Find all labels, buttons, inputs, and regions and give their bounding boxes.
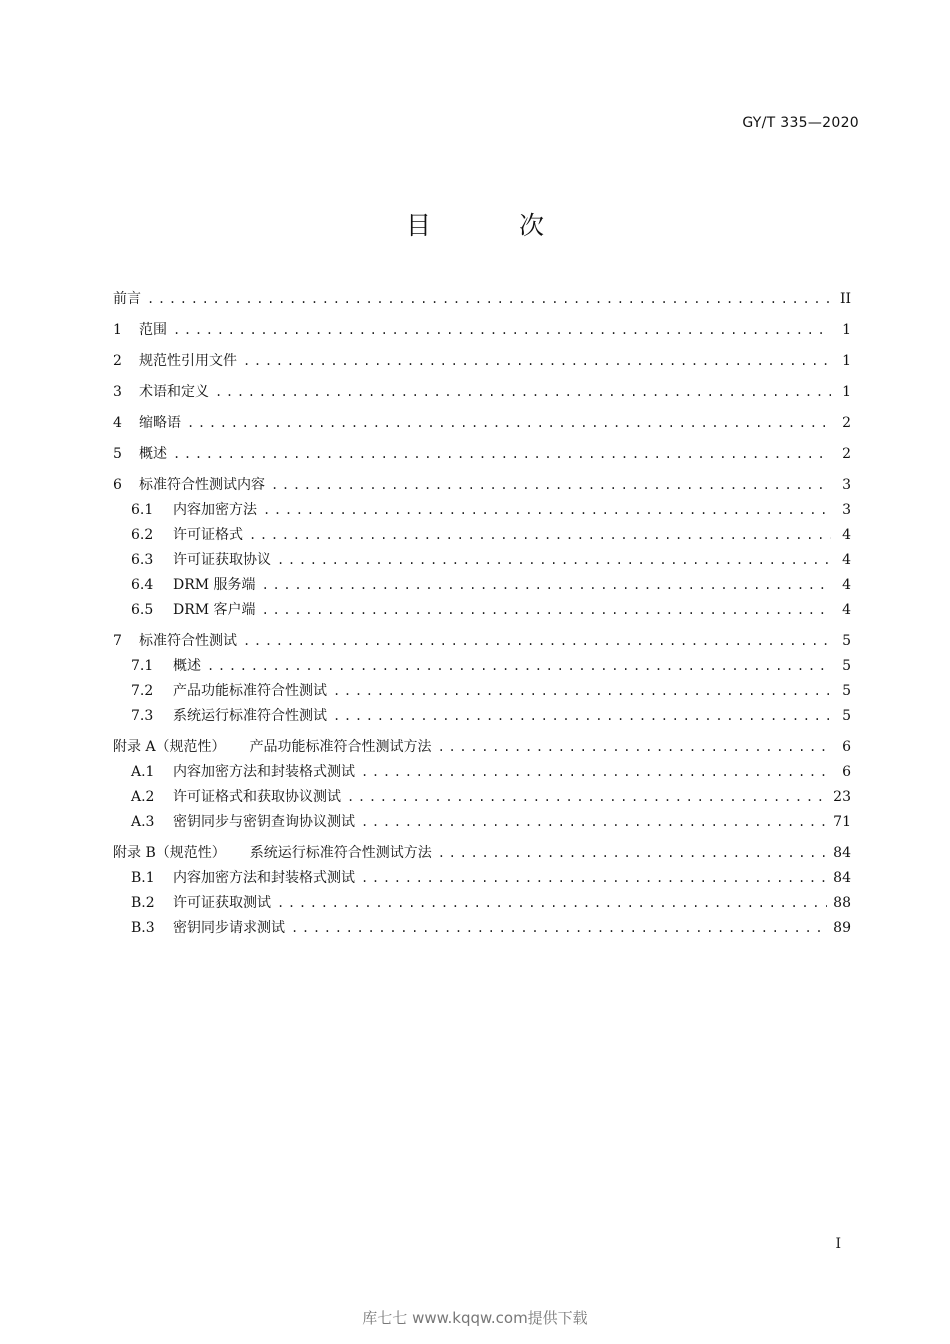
toc-leader-dots	[243, 349, 831, 374]
toc-entry-number: 附录 A（规范性）	[113, 739, 226, 755]
toc-entry-number: B.2	[131, 895, 155, 911]
toc-entry-label: 密钥同步与密钥查询协议测试	[173, 814, 355, 830]
standard-code: GY/T 335—2020	[742, 115, 859, 131]
toc-entry-page: 84	[833, 845, 851, 861]
toc-entry[interactable]	[113, 318, 851, 343]
toc-entry-label: 内容加密方法和封装格式测试	[173, 870, 355, 886]
toc-entry-number: A.3	[131, 814, 155, 830]
toc-entry-number: 7.1	[131, 658, 154, 674]
toc-entry-label: 许可证获取协议	[173, 552, 271, 568]
toc-entry-number: 6.3	[131, 552, 154, 568]
toc-leader-dots	[243, 629, 831, 654]
toc-entry[interactable]	[113, 866, 851, 891]
toc-entry-page: 5	[842, 658, 851, 674]
toc-entry[interactable]	[113, 735, 851, 760]
toc-entry-page: 1	[842, 322, 851, 338]
toc-leader-dots	[361, 810, 827, 835]
toc-entry[interactable]	[113, 679, 851, 704]
toc-entry-page: 6	[842, 739, 851, 755]
toc-entry-page: 23	[833, 789, 851, 805]
toc-entry-page: 3	[842, 477, 851, 493]
toc-entry-page: 5	[842, 633, 851, 649]
toc-entry[interactable]	[113, 473, 851, 498]
toc-leader-dots	[277, 891, 827, 916]
toc-entry-page: 84	[833, 870, 851, 886]
toc-entry-label: 前言	[113, 291, 141, 307]
toc-entry-label: 许可证格式和获取协议测试	[173, 789, 341, 805]
toc-entry-number: 6.4	[131, 577, 154, 593]
toc-entry-label: 术语和定义	[139, 384, 209, 400]
toc-entry-number: B.1	[131, 870, 155, 886]
toc-entry-number: 3	[113, 384, 122, 400]
toc-entry-label: 系统运行标准符合性测试方法	[249, 845, 432, 861]
toc-entry[interactable]	[113, 598, 851, 623]
toc-entry[interactable]	[113, 891, 851, 916]
toc-entry[interactable]	[113, 916, 851, 941]
toc-entry-label: 概述	[139, 446, 167, 462]
toc-entry-page: 6	[842, 764, 851, 780]
toc-entry-number: 7	[113, 633, 122, 649]
toc-entry-page: 3	[842, 502, 851, 518]
toc-entry-page: 88	[833, 895, 851, 911]
toc-entry-label: 内容加密方法	[173, 502, 257, 518]
toc-entry-number: 1	[113, 322, 122, 338]
toc-leader-dots	[262, 598, 831, 623]
toc-entry[interactable]	[113, 548, 851, 573]
toc-entry-number: 7.3	[131, 708, 154, 724]
toc-entry-label: DRM 客户端	[173, 602, 256, 618]
toc-entry-label: 系统运行标准符合性测试	[173, 708, 327, 724]
toc-entry-page: 5	[842, 708, 851, 724]
toc-entry-number: 附录 B（规范性）	[113, 845, 226, 861]
toc-entry[interactable]	[113, 810, 851, 835]
toc-entry-page: 5	[842, 683, 851, 699]
toc-entry[interactable]	[113, 380, 851, 405]
toc-entry-label: 许可证格式	[173, 527, 243, 543]
table-of-contents	[113, 287, 851, 941]
toc-entry-label: 内容加密方法和封装格式测试	[173, 764, 355, 780]
toc-entry[interactable]	[113, 760, 851, 785]
page-folio: I	[835, 1236, 841, 1252]
toc-entry-number: 6	[113, 477, 122, 493]
toc-entry-number: 2	[113, 353, 122, 369]
toc-leader-dots	[291, 916, 827, 941]
toc-entry-number: A.1	[131, 764, 155, 780]
toc-entry-page: 89	[833, 920, 851, 936]
toc-entry[interactable]	[113, 287, 851, 312]
toc-entry-label: 缩略语	[139, 415, 181, 431]
toc-entry-number: B.3	[131, 920, 155, 936]
toc-leader-dots	[438, 841, 827, 866]
toc-leader-dots	[438, 735, 831, 760]
toc-entry[interactable]	[113, 704, 851, 729]
toc-leader-dots	[333, 679, 831, 704]
toc-leader-dots	[277, 548, 831, 573]
toc-entry-number: 7.2	[131, 683, 154, 699]
toc-entry-label: 概述	[173, 658, 201, 674]
toc-entry-label: 标准符合性测试	[139, 633, 237, 649]
toc-entry[interactable]	[113, 785, 851, 810]
toc-entry-page: 2	[842, 415, 851, 431]
toc-entry-label: DRM 服务端	[173, 577, 256, 593]
toc-entry-number: 6.1	[131, 502, 154, 518]
toc-entry-label: 许可证获取测试	[173, 895, 271, 911]
toc-leader-dots	[207, 654, 831, 679]
toc-entry-page: 4	[842, 577, 851, 593]
toc-entry-label: 规范性引用文件	[139, 353, 237, 369]
toc-entry-page: 4	[842, 552, 851, 568]
toc-entry-label: 标准符合性测试内容	[139, 477, 265, 493]
toc-leader-dots	[187, 411, 831, 436]
toc-entry-page: 2	[842, 446, 851, 462]
toc-leader-dots	[263, 498, 831, 523]
toc-entry[interactable]	[113, 442, 851, 467]
toc-entry-page: 4	[842, 527, 851, 543]
toc-entry-number: 5	[113, 446, 122, 462]
toc-entry-page: 4	[842, 602, 851, 618]
toc-entry[interactable]	[113, 349, 851, 374]
toc-entry-number: 4	[113, 415, 122, 431]
toc-entry-label: 范围	[139, 322, 167, 338]
toc-entry-page: 71	[833, 814, 851, 830]
toc-title: 目 次	[406, 211, 584, 240]
toc-leader-dots	[262, 573, 831, 598]
toc-entry-page: II	[839, 291, 851, 307]
toc-leader-dots	[361, 866, 827, 891]
toc-entry-number: A.2	[131, 789, 155, 805]
toc-leader-dots	[333, 704, 831, 729]
toc-entry-label: 产品功能标准符合性测试	[173, 683, 327, 699]
toc-entry[interactable]	[113, 498, 851, 523]
toc-entry[interactable]	[113, 629, 851, 654]
footer-watermark: 库七七 www.kqqw.com提供下载	[362, 1309, 588, 1327]
toc-leader-dots	[347, 785, 827, 810]
toc-entry-label: 产品功能标准符合性测试方法	[249, 739, 432, 755]
toc-entry[interactable]	[113, 654, 851, 679]
toc-entry[interactable]	[113, 411, 851, 436]
toc-leader-dots	[361, 760, 831, 785]
toc-entry-page: 1	[842, 384, 851, 400]
toc-leader-dots	[249, 523, 831, 548]
toc-entry[interactable]	[113, 523, 851, 548]
toc-entry-number: 6.2	[131, 527, 154, 543]
toc-entry-page: 1	[842, 353, 851, 369]
toc-leader-dots	[215, 380, 831, 405]
toc-leader-dots	[271, 473, 831, 498]
toc-leader-dots	[173, 318, 831, 343]
toc-leader-dots	[147, 287, 831, 312]
toc-entry-label: 密钥同步请求测试	[173, 920, 285, 936]
toc-entry[interactable]	[113, 841, 851, 866]
toc-leader-dots	[173, 442, 831, 467]
toc-entry[interactable]	[113, 573, 851, 598]
toc-entry-number: 6.5	[131, 602, 154, 618]
